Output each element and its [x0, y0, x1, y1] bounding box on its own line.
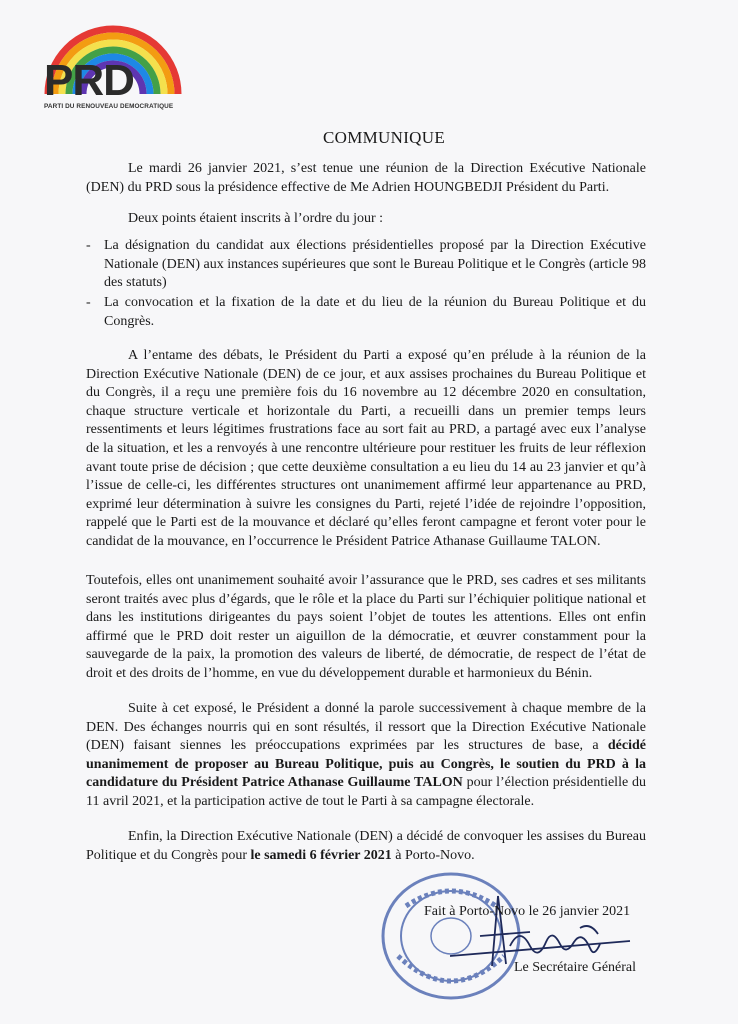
logo-subtitle: PARTI DU RENOUVEAU DEMOCRATIQUE [44, 103, 174, 110]
logo-name: PRD [44, 56, 134, 105]
agenda-item: La convocation et la fixation de la date et du lieu de la réunion du Bureau Politique et du Congrès. [104, 295, 646, 329]
bullet-marker: - [86, 295, 91, 310]
decision-text-end: pour l’élection présidentielle du 11 avril 2021, et la participation active de tout le Parti à sa campagne électorale. [86, 775, 646, 809]
debate-paragraph: A l’entame des débats, le Président du Parti a exposé qu’en prélude à la réunion de la Direction Exécutive Nationale (DEN) de ce jour, et aux assises prochaines du Bureau Politique et du Congrès, il a reçu une première fois du 16 novembre au 12 décembre 2020 en consultation, chaque structure verticale et horizontale du Parti, a recueilli dans un premier temps leurs ressentiments et leurs légitimes frustrations face au sort fait au PRD, a partagé avec eux l’analyse de la situation, et les a renvoyés à une rencontre ultérieure pour restituer les fruits de leur réflexion avant toute prise de décision ; que cette deuxième consultation a eu lieu du 14 au 23 janvier et qu’à l’issue de celle-ci, les différentes structures ont unanimement affirmé leur appartenance au PRD, exprimé leur détermination à suivre les consignes du Parti, rejeté l’idée de rejoindre l’opposition, rappelé que le Parti est de la mouvance et déclaré qu’elles feront campagne et feront voter pour le candidat de la mouvance, en l’occurrence le Président Patrice Athanase Guillaume TALON. [86, 348, 646, 549]
bullet-marker: - [86, 238, 91, 253]
page-title: COMMUNIQUE [323, 128, 445, 147]
decision-paragraph [86, 700, 646, 812]
signature-role: Le Secrétaire Général [514, 960, 637, 975]
closing-paragraph [86, 828, 646, 865]
agenda-intro: Deux points étaient inscrits à l’ordre du jour : [128, 211, 384, 226]
closing-bold: le samedi 6 février 2021 [250, 847, 392, 863]
intro-paragraph: Le mardi 26 janvier 2021, s’est tenue une réunion de la Direction Exécutive Nationale (DEN) du PRD sous la présidence effective de Me Adrien HOUNGBEDJI Président du Parti. [86, 161, 646, 195]
debate-paragraph-2: Toutefois, elles ont unanimement souhaité avoir l’assurance que le PRD, ses cadres et ses militants seront traités avec plus d’égards, que le rôle et la place du Parti sur l’échiquier politique national et dans les institutions dirigeantes du pays soient l’objet de toutes les attentions. Elles ont enfin affirmé que le PRD doit rester un aiguillon de la démocratie, et œuvrer constamment pour la sauvegarde de la paix, la promotion des valeurs de liberté, de démocratie, de respect de l’état de droit et des droits de l’homme, en vue du développement durable et harmonieux du Bénin. [86, 573, 646, 681]
signature-place-date: Fait à Porto-Novo le 26 janvier 2021 [424, 904, 631, 919]
decision-bold: décidé unanimement de proposer au Bureau Politique, puis au Congrès, le soutien du PRD à la candidature du Président Patrice Athanase Guillaume TALON [86, 738, 646, 791]
closing-text: Enfin, la Direction Exécutive Nationale (DEN) a décidé de convoquer les assises du Bureau Politique et du Congrès pour [86, 829, 646, 863]
decision-text: Suite à cet exposé, le Président a donné la parole successivement à chaque membre de la DEN. Des échanges nourris qui en sont résultés, il ressort que la Direction Exécutive Nationale (DEN) faisant siennes les préoccupations exprimées par les structures de base, a [86, 701, 646, 754]
closing-text-end: à Porto-Novo. [391, 847, 475, 863]
agenda-item: La désignation du candidat aux élections présidentielles proposé par la Direction Exécutive Nationale (DEN) aux instances supérieures que sont le Bureau Politique et le Congrès (article 98 des statuts) [104, 238, 646, 291]
